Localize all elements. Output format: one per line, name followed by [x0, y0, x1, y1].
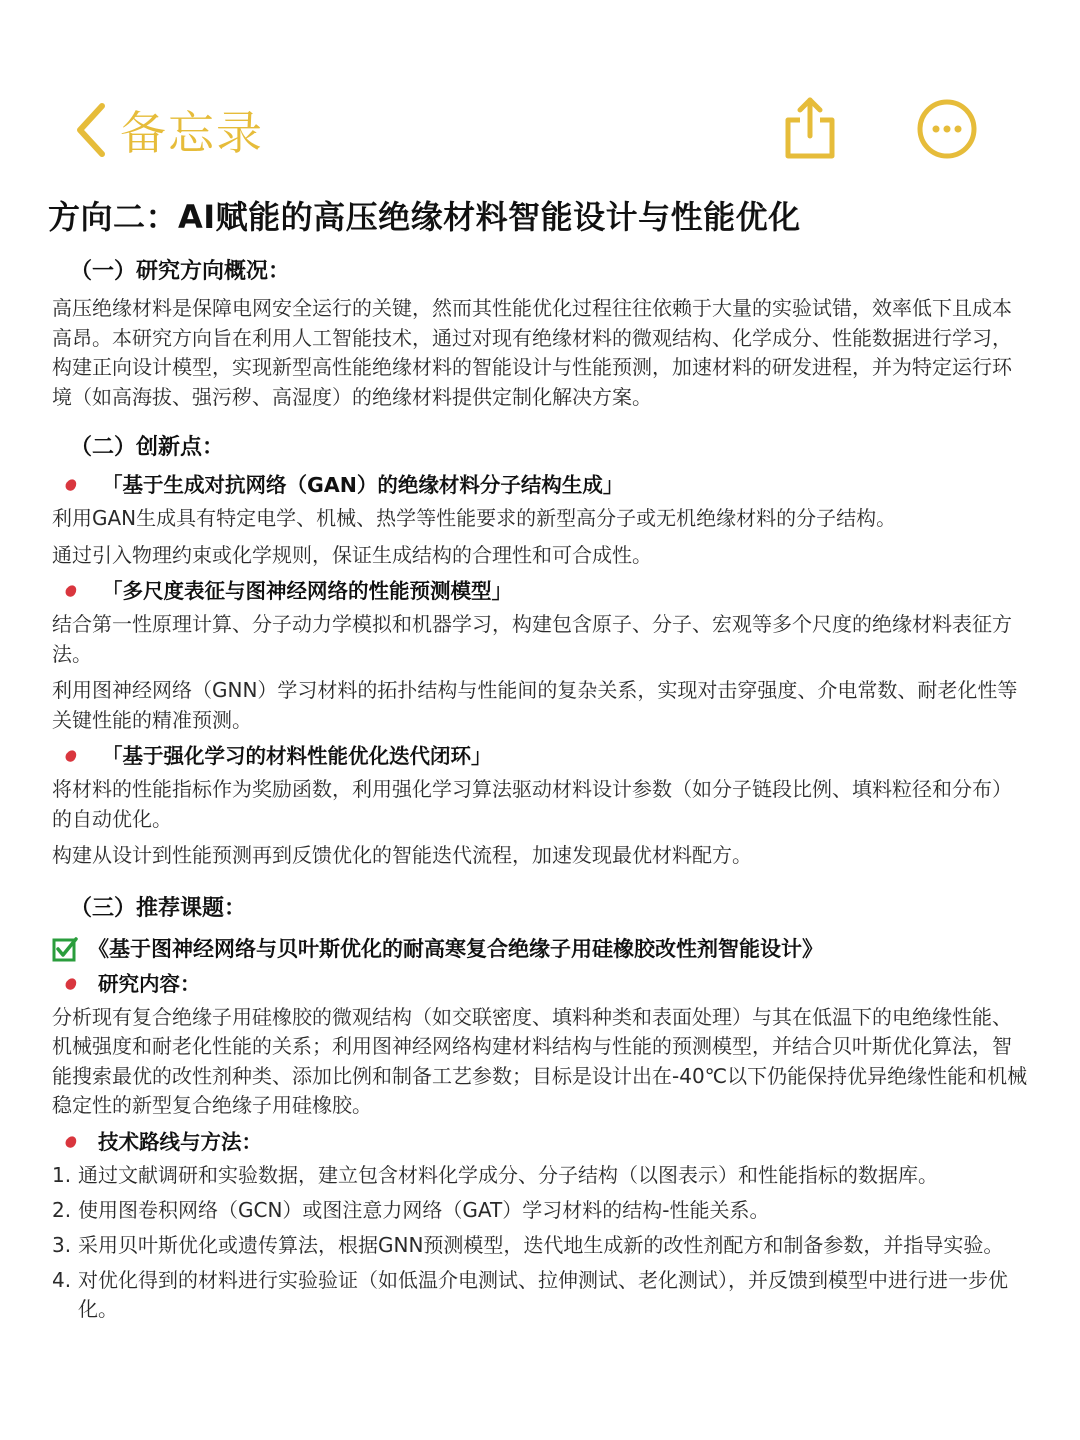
list-item: 1. 通过文献调研和实验数据，建立包含材料化学成分、分子结构（以图表示）和性能指标的数据库。 — [52, 1162, 938, 1187]
recommended-topic: 《基于图神经网络与贝叶斯优化的耐高寒复合绝缘子用硅橡胶改性剂智能设计》 — [52, 933, 1028, 965]
innovation-point-title: 「多尺度表征与图神经网络的性能预测模型」 — [52, 576, 1028, 606]
more-button[interactable] — [916, 98, 978, 160]
innovation-point-title: 「基于强化学习的材料性能优化迭代闭环」 — [52, 741, 1028, 771]
innovation-paragraph: 结合第一性原理计算、分子动力学模拟和机器学习，构建包含原子、分子、宏观等多个尺度的绝缘材料表征方法。 — [52, 612, 1012, 666]
overview-paragraph: 高压绝缘材料是保障电网安全运行的关键，然而其性能优化过程往往依赖于大量的实验试错，效率低下且成本高昂。本研究方向旨在利用人工智能技术，通过对现有绝缘材料的微观结构、化学成分、性能数据进行学习，构建正向设计模型，实现新型高性能绝缘材料的智能设计与性能预测，加速材料的研发进程，并为特定运行环境（如高海拔、强污秽、高湿度）的绝缘材料提供定制化解决方案。 — [52, 296, 1012, 409]
innovation-paragraph: 利用GAN生成具有特定电学、机械、热学等性能要求的新型高分子或无机绝缘材料的分子结构。 — [52, 506, 897, 530]
back-button[interactable] — [72, 100, 264, 160]
bullet-icon — [63, 1134, 78, 1150]
tech-route-label: 技术路线与方法： — [52, 1127, 1028, 1157]
research-content-label: 研究内容： — [52, 969, 1028, 999]
innovation-paragraph: 将材料的性能指标作为奖励函数，利用强化学习算法驱动材料设计参数（如分子链段比例、填料粒径和分布）的自动优化。 — [52, 777, 1012, 831]
innovation-paragraph: 利用图神经网络（GNN）学习材料的拓扑结构与性能间的复杂关系，实现对击穿强度、介电常数、耐老化性等关键性能的精准预测。 — [52, 678, 1018, 732]
share-button[interactable] — [782, 96, 838, 160]
bullet-icon — [63, 477, 78, 493]
list-item: 2. 使用图卷积网络（GCN）或图注意力网络（GAT）学习材料的结构-性能关系。 — [52, 1197, 770, 1222]
list-item: 4. 对优化得到的材料进行实验验证（如低温介电测试、拉伸测试、老化测试），并反馈到模型中进行进一步优化。 — [52, 1267, 1008, 1321]
checkbox-checked-icon — [52, 936, 78, 962]
innovation-point-title: 「基于生成对抗网络（GAN）的绝缘材料分子结构生成」 — [52, 470, 1028, 500]
bullet-icon — [63, 976, 78, 992]
bullet-icon — [63, 583, 78, 599]
section-heading-overview: （一）研究方向概况： — [58, 256, 296, 288]
more-icon — [916, 98, 978, 160]
bullet-icon — [63, 748, 78, 764]
note-content[interactable] — [48, 194, 1028, 1324]
innovation-paragraph: 构建从设计到性能预测再到反馈优化的智能迭代流程，加速发现最优材料配方。 — [52, 843, 752, 867]
nav-bar — [0, 0, 1080, 180]
section-heading-topic: （三）推荐课题： — [58, 893, 252, 925]
section-heading-innovation: （二）创新点： — [58, 432, 230, 464]
share-icon — [782, 96, 838, 160]
chevron-left-icon — [72, 102, 108, 158]
page-title: 方向二：AI赋能的高压绝缘材料智能设计与性能优化 — [48, 198, 801, 236]
innovation-paragraph: 通过引入物理约束或化学规则，保证生成结构的合理性和可合成性。 — [52, 542, 652, 567]
list-item: 3. 采用贝叶斯优化或遗传算法，根据GNN预测模型，迭代地生成新的改性剂配方和制备参数，并指导实验。 — [52, 1232, 1004, 1257]
back-label: 备忘录 — [120, 106, 264, 160]
research-content-paragraph: 分析现有复合绝缘子用硅橡胶的微观结构（如交联密度、填料种类和表面处理）与其在低温下的电绝缘性能、机械强度和耐老化性能的关系；利用图神经网络构建材料结构与性能的预测模型，并结合贝叶斯优化算法，智能搜索最优的改性剂种类、添加比例和制备工艺参数；目标是设计出在-40℃以下仍能保持优异绝缘性能和机械稳定性的新型复合绝缘子用硅橡胶。 — [52, 1004, 1028, 1117]
